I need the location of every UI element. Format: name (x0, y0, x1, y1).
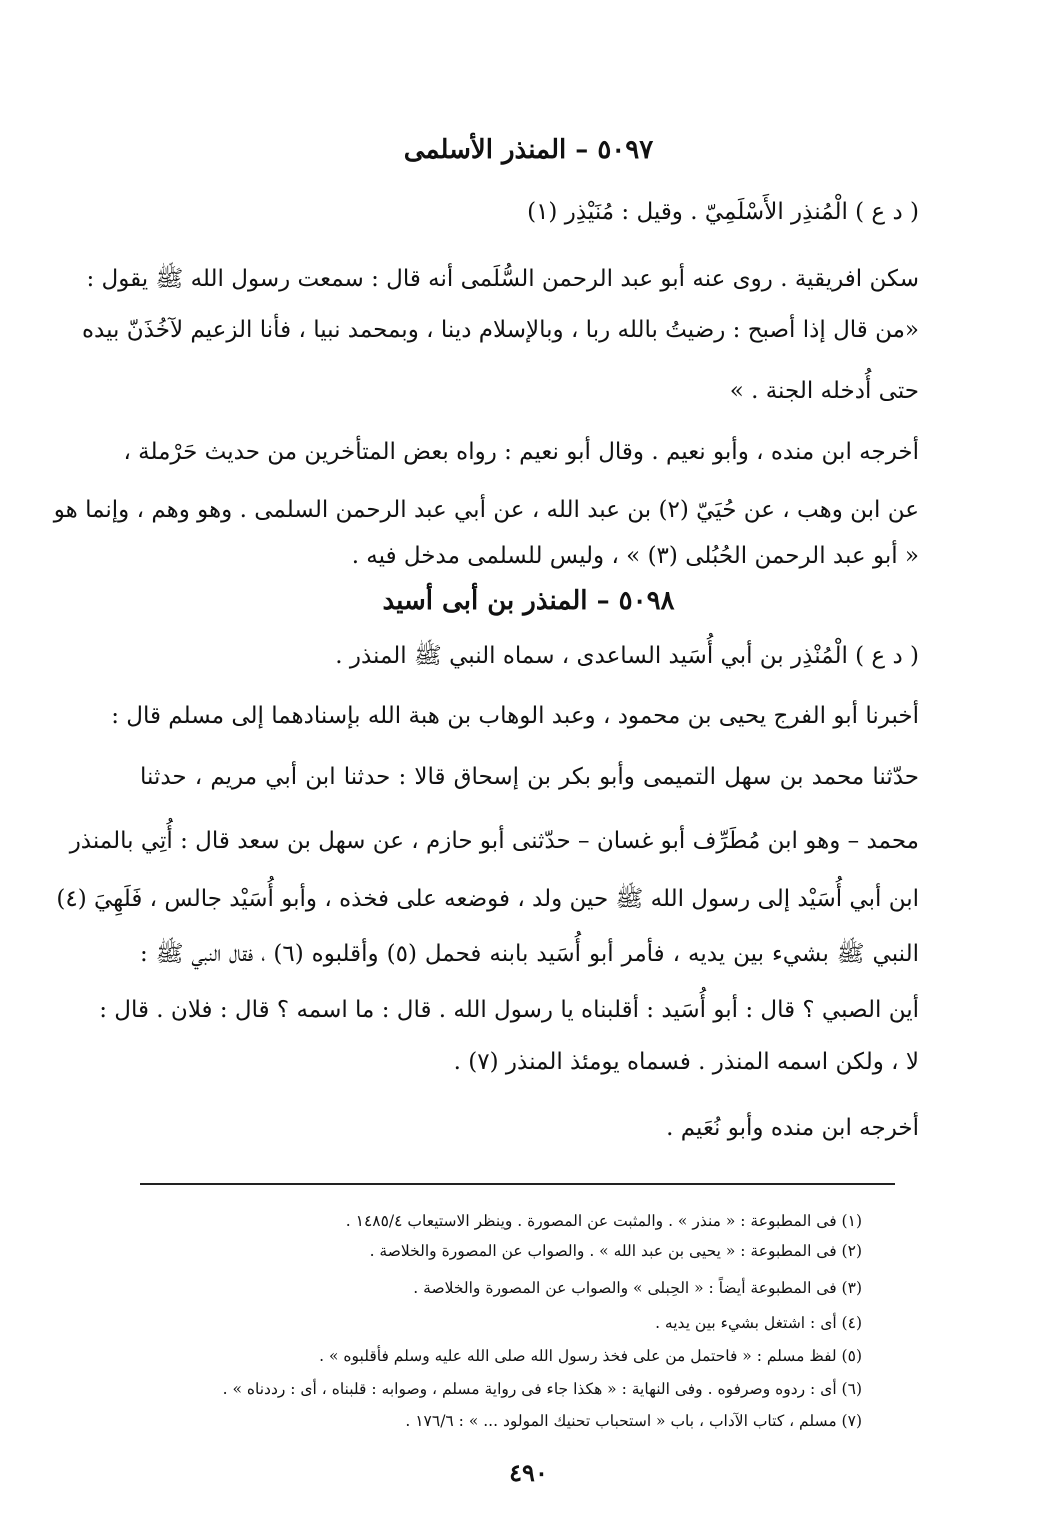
text-line: أين الصبي ؟ قال : أبو أُسَيد : أقلبناه يا رسول الله . قال : ما اسمه ؟ قال : فلان . قال : (99, 997, 919, 1023)
text-line: سكن افريقية . روى عنه أبو عبد الرحمن السُّلَمى أنه قال : سمعت رسول الله ﷺ يقول : (86, 266, 919, 292)
footnote: (١) فى المطبوعة : « منذر » . والمثبت عن المصورة . وينظر الاستيعاب ١٤٨٥/٤ . (345, 1212, 862, 1230)
text-line: أخرجه ابن منده وأبو نُعَيم . (666, 1115, 919, 1141)
footnote: (٢) فى المطبوعة : « يحيى بن عبد الله » . والصواب عن المصورة والخلاصة . (369, 1242, 862, 1260)
footnote-divider (140, 1183, 895, 1185)
text-line: « أبو عبد الرحمن الحُبُلى (٣) » ، وليس للسلمى مدخل فيه . (351, 543, 919, 569)
text-line: «من قال إذا أصبح : رضيتُ بالله ربا ، وبالإسلام دينا ، وبمحمد نبيا ، فأنا الزعيم لآخُذَنّ بيده (81, 317, 919, 343)
text-line: أخبرنا أبو الفرج يحيى بن محمود ، وعبد الوهاب بن هبة الله بإسنادهما إلى مسلم قال : (111, 703, 919, 729)
text-line: لا ، ولكن اسمه المنذر . فسماه يومئذ المنذر (٧) . (453, 1049, 919, 1075)
footnote: (٣) فى المطبوعة أيضاً : « الحِبلى » والصواب عن المصورة والخلاصة . (413, 1279, 862, 1297)
footnote: (٥) لفظ مسلم : « فاحتمل من على فخذ رسول الله صلى الله عليه وسلم فأقلبوه » . (319, 1347, 862, 1365)
text-line: عن ابن وهب ، عن حُيَيّ (٢) بن عبد الله ، عن أبي عبد الرحمن السلمى . وهو وهم ، وإنما هو (53, 497, 919, 523)
entry-heading: ٥٠٩٨ – المنذر بن أبى أسيد (382, 586, 675, 616)
entry-heading: ٥٠٩٧ – المنذر الأسلمى (403, 135, 654, 165)
text-line: محمد – وهو ابن مُطَرِّف أبو غسان – حدّثنى أبو حازم ، عن سهل بن سعد قال : أُتِي بالمنذر (69, 828, 919, 854)
text-line: أخرجه ابن منده ، وأبو نعيم . وقال أبو نعيم : رواه بعض المتأخرين من حديث حَرْملة ، (123, 439, 919, 465)
footnote: (٤) أى : اشتغل بشيء بين يديه . (655, 1314, 862, 1332)
text-line: النبي ﷺ بشيء بين يديه ، فأمر أبو أُسَيد بابنه فحمل (٥) وأقلبوه (٦) ، فقال النبي ﷺ : (140, 941, 919, 967)
page-number: ٤٩٠ (509, 1458, 548, 1487)
text-line: حدّثنا محمد بن سهل التميمى وأبو بكر بن إسحاق قالا : حدثنا ابن أبي مريم ، حدثنا (140, 764, 919, 790)
text-line: ( د ع ) الْمُنذِر الأَسْلَمِيّ . وقيل : مُنَيْذِر (١) (527, 199, 919, 225)
text-line: ( د ع ) الْمُنْذِر بن أبي أُسَيد الساعدى ، سماه النبي ﷺ المنذر . (335, 643, 919, 669)
text-line: ابن أبي أُسَيْد إلى رسول الله ﷺ حين ولد ، فوضعه على فخذه ، وأبو أُسَيْد جالس ، فَلَهِيَ (٤) (56, 886, 919, 912)
footnote: (٦) أى : ردوه وصرفوه . وفى النهاية : « هكذا جاء فى رواية مسلم ، وصوابه : قلبناه ، أى : رددناه » . (222, 1380, 862, 1398)
text-line: حتى أُدخله الجنة . » (729, 378, 919, 404)
footnote: (٧) مسلم ، كتاب الآداب ، باب « استحباب تحنيك المولود ... » : ١٧٦/٦ . (405, 1412, 862, 1430)
